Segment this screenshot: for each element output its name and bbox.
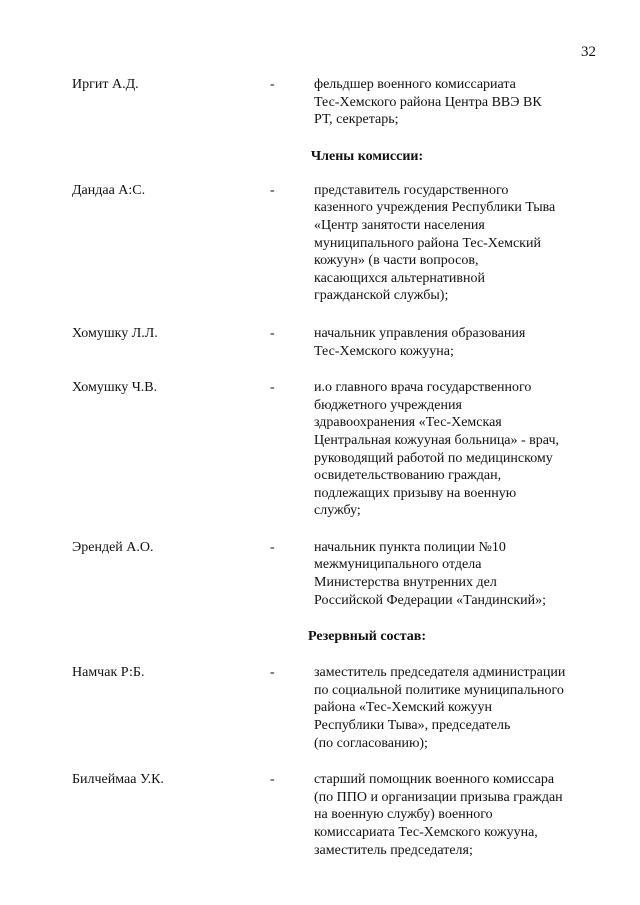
entry-name: Дандаа А:С. <box>72 182 146 198</box>
entry-name: Эрендей А.О. <box>72 539 154 555</box>
entry-description: начальник пункта полиции №10 межмуниципального отдела Министерства внутренних дел Российской Федерации «Тандинский»; <box>314 539 547 608</box>
entry-member-3 <box>72 379 602 520</box>
entry-name: Билчеймаа У.К. <box>72 772 164 788</box>
entry-dash: - <box>270 772 275 788</box>
entry-name: Иргит А.Д. <box>72 77 139 92</box>
entry-name: Намчак Р:Б. <box>72 665 145 681</box>
entry-reserve-1 <box>72 664 602 752</box>
document-body <box>72 76 602 859</box>
entry-description: представитель государственного казенного учреждения Республики Тыва «Центр занятости населения муниципального района Тес-Хемский кожуун» (в части вопросов, касающихся альтернативной гражданской службы); <box>314 182 556 304</box>
entry-name: Хомушку Ч.В. <box>72 380 158 396</box>
entry-dash: - <box>270 77 275 92</box>
page-number: 32 <box>581 44 596 60</box>
entry-dash: - <box>270 665 275 681</box>
entry-dash: - <box>270 539 275 555</box>
entry-dash: - <box>270 182 275 198</box>
entry-dash: - <box>270 325 275 341</box>
entry-member-2 <box>72 325 602 360</box>
entry-member-1 <box>72 182 602 305</box>
entry-member-4 <box>72 539 602 609</box>
members-heading: Члены комиссии: <box>310 148 424 164</box>
entry-dash: - <box>270 380 275 396</box>
entry-reserve-2 <box>72 771 602 859</box>
entry-secretary <box>72 76 602 129</box>
entry-description: начальник управления образования Тес-Хемского кожууна; <box>314 325 526 359</box>
reserve-heading: Резервный состав: <box>307 629 427 645</box>
entry-description: фельдшер военного комиссариата Тес-Хемского района Центра ВВЭ ВК РТ, секретарь; <box>314 77 542 128</box>
entry-description: старший помощник военного комиссара (по ППО и организации призыва граждан на военную службу) военного комиссариата Тес-Хемского кожууна, заместитель председателя; <box>314 772 563 858</box>
entry-description: и.о главного врача государственного бюджетного учреждения здравоохранения «Тес-Хемская Центральная кожууная больница» - врач, руководящий работой по медицинскому освидетельствованию граждан, подлежащих призыву на военную службу; <box>314 380 559 519</box>
entry-description: заместитель председателя администрации по социальной политике муниципального района «Тес-Хемский кожуун Республики Тыва», председатель (по согласованию); <box>314 665 566 751</box>
entry-name: Хомушку Л.Л. <box>72 325 158 341</box>
